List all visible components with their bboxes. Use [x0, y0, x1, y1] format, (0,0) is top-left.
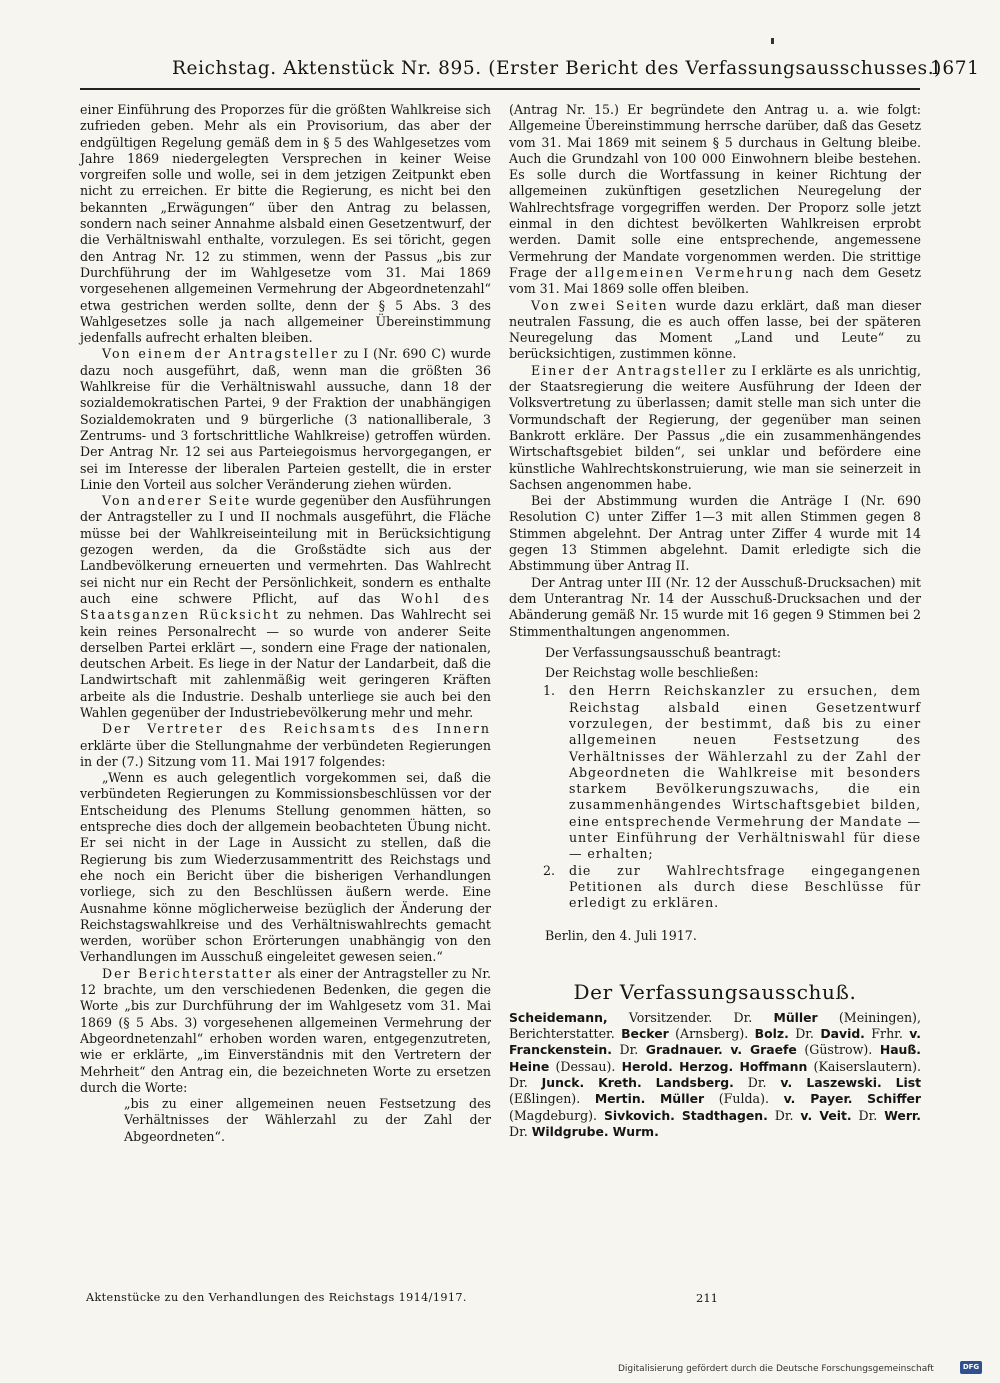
member-name: Kreth. [598, 1075, 642, 1091]
footer-left: Aktenstücke zu den Verhandlungen des Reichstags 1914/1917. [86, 1291, 467, 1304]
member-name: Hoffmann [739, 1058, 808, 1074]
member-name: Müller [773, 1009, 818, 1025]
paragraph-text: erklärte über die Stellungnahme der verbündeten Regierungen in der (7.) Sitzung vom 11. Mai 1917 folgendes: [80, 737, 491, 769]
member-name: Gradnauer. [645, 1042, 723, 1058]
member-note: (Meiningen), Berichterstatter. [509, 1009, 921, 1042]
paragraph-reichsamt [80, 721, 491, 770]
spaced-text: Der Vertreter des Reichsamts des Innern [102, 721, 491, 737]
dfg-logo: DFG [960, 1361, 982, 1374]
motion-item [509, 683, 921, 862]
paragraph-text: (Antrag Nr. 15.) Er begründete den Antrag u. a. wie folgt: Allgemeine Übereinstimmung herrsche darüber, daß das Gesetz vom 31. Mai 1869 mit seinem § 5 durchaus in Geltung bleibe. Auch die Grundzahl von 100 000 Einwohnern bleibe bestehen. Es solle durch die Wortfassung in keiner Richtung der allgemeinen zukünftigen gesetzlichen Neuregelung der Wahlrechtsfrage vorgegriffen werden. Der Proporz solle jetzt einmal in den dichtest bevölkerten Wahlkreisen erprobt werden. Damit solle eine entsprechende, angemessene Vermehrung der Mandate vorgenommen werden. Die strittige Frage der [509, 102, 921, 280]
member-note: (Arnsberg). [668, 1026, 755, 1042]
member-note [882, 1075, 896, 1090]
page-header [80, 56, 980, 90]
member-name: Müller [659, 1091, 705, 1107]
member-name: Stadthagen. [681, 1107, 768, 1123]
spaced-text: Einer der Antragsteller [531, 362, 728, 378]
member-name: Junck. [541, 1075, 585, 1091]
member-name: Werr. [884, 1107, 921, 1123]
member-name: v. Laszewski. [780, 1075, 882, 1091]
member-note [853, 1091, 868, 1106]
member-note: Dr. [767, 1107, 801, 1123]
paragraph-einer-antragsteller [509, 363, 921, 493]
member-name: v. Franckenstein. [509, 1026, 922, 1058]
motion-text: die zur Wahlrechtsfrage eingegangenen Petitionen als durch diese Beschlüsse für erledigt zu erklären. [569, 862, 921, 911]
member-note: Dr. [788, 1026, 821, 1042]
paragraph-andere-seite [80, 493, 491, 721]
member-note: (Magdeburg). [509, 1107, 604, 1123]
member-note [675, 1108, 682, 1123]
member-note [642, 1075, 656, 1090]
member-note: (Dessau). [549, 1058, 622, 1074]
spaced-text: Wohl des Staatsganzen Rücksicht [80, 590, 492, 623]
paragraph-zwei-seiten [509, 298, 921, 363]
member-note: (Kaiserslautern). Dr. [509, 1058, 921, 1091]
member-name: Herzog. [679, 1058, 734, 1074]
member-name: List [895, 1075, 922, 1091]
member-name: Mertin. [594, 1091, 646, 1107]
member-name: Wurm. [612, 1123, 659, 1139]
member-note: Dr. [733, 1075, 781, 1091]
motion-number: 2. [543, 862, 556, 878]
motion-resolve: Der Reichstag wolle beschließen: [545, 665, 759, 681]
paragraph-abstimmung: Bei der Abstimmung wurden die Anträge I (Nr. 690 Resolution C) unter Ziffer 1—3 mit allen Stimmen gegen 8 Stimmen abgelehnt. Der Antrag unter Ziffer 4 wurde mit 14 gegen 13 Stimmen abgelehnt. Damit erledigte sich die Abstimmung über Antrag II. [509, 493, 921, 574]
spaced-text: Von anderer Seite [102, 493, 252, 509]
member-name: Bolz. [754, 1026, 789, 1042]
member-name: Schiffer [867, 1091, 921, 1107]
paragraph-text: wurde gegenüber den Ausführungen der Antragsteller zu I und II nochmals ausgeführt, die Fläche müsse bei der Wahlkreiseinteilung mit in Berücksichtigung gezogen werden, da die Großstädte sich aus der Landbevölkerung erneuerten und vermehrten. Das Wahlrecht sei nicht nur ein Recht der Persönlichkeit, sondern es enthalte auch eine schwere Pflicht, auf das [80, 493, 491, 606]
motion-number: 1. [543, 683, 556, 699]
member-name: Sivkovich. [604, 1107, 675, 1123]
member-name: Scheidemann, [509, 1009, 608, 1025]
member-note: (Eßlingen). [509, 1091, 595, 1107]
spaced-text: Von zwei Seiten [531, 297, 669, 313]
paragraph-antragsteller [80, 346, 491, 493]
running-title: Reichstag. Aktenstück Nr. 895. (Erster Bericht des Verfassungsausschusses.) [172, 58, 942, 79]
member-list [509, 1010, 921, 1140]
paragraph-continuation: einer Einführung des Proporzes für die größten Wahlkreise sich zufrieden geben. Mehr als ein Provisorium, das aber der endgültigen Regelung gemäß dem in § 5 des Wahlgesetzes vom Jahre 1869 niedergelegten Versprechen in keiner Weise vorgreifen solle und wolle, sei in dem jetzigen Zeitpunkt eben nicht zu erreichen. Er bitte die Regierung, es nicht bei den bekannten „Erwägungen“ über den Antrag zu belassen, sondern nach seiner Annahme alsbald einen Gesetzentwurf, der die Verhältniswahl enthalte, vorzulegen. Es sei töricht, gegen den Antrag Nr. 12 zu stimmen, wenn der Passus „bis zur Durchführung der im Wahlgesetze vom 31. Mai 1869 vorgesehenen allgemeinen Vermehrung der Abgeordnetenzahl“ etwa gestrichen werden sollte, denn der § 5 Abs. 3 des Wahlgesetzes solle ja nach allgemeiner Übereinstimmung jedenfalls aufrecht erhalten bleiben. [80, 102, 491, 346]
motion-text: den Herrn Reichskanzler zu ersuchen, dem Reichstag alsbald einen Gesetzentwurf vorzulegen, der bestimmt, daß bis zu einer allgemeinen neuen Festsetzung des Verhältnisses der Wählerzahl zu der Zahl der Abgeordneten die Wahlkreise mit besonders starkem Bevölkerungszuwachs, die ein zusammenhängendes Wirtschaftsgebiet bilden, eine entsprechende Vermehrung der Mandate — unter Einführung der Verhältniswahl für diese — erhalten; [569, 683, 921, 862]
paragraph-text: als einer der Antragsteller zu Nr. 12 brachte, um den verschiedenen Bedenken, die gegen die Worte „bis zur Durchführung der im Wahlgesetz vom 31. Mai 1869 (§ 5 Abs. 3) vorgesehenen allgemeinen Vermehrung der Abgeordnetenzahl“ erhoben worden waren, entgegenzutreten, wie er erklärte, „im Einverständnis mit den Vertretern der Mehrheit“ den Antrag ein, die bezeichneten Worte zu ersetzen durch die Worte: [80, 965, 491, 1095]
paragraph-text: zu nehmen. Das Wahlrecht sei kein reines Personalrecht — so wurde von anderer Seite derselben Partei erklärt —, sondern eine Frage der nationalen, deutschen Arbeit. Es liege in der Natur der Landarbeit, daß die Landwirtschaft mit zahlenmäßig weit geringeren Kräften arbeite als die Industrie. Deshalb unterliege sie auch bei den Wahlen gegenüber der Industriebevölkerung mehr und mehr. [80, 607, 492, 720]
member-name: Landsberg. [655, 1075, 734, 1091]
paragraph-quote-regierung: „Wenn es auch gelegentlich vorgekommen sei, daß die verbündeten Regierungen zu Kommissionsbeschlüssen vor der Entscheidung des Plenums Stellung genommen hätten, so entspreche dies doch der allgemein beobachteten Übung nicht. Er sei nicht in der Lage in Aussicht zu stellen, daß die Regierung bis zum Wiederzusammentritt des Reichstags und ehe noch ein Bericht über die bisherigen Verhandlungen vorliege, sich zu den Beschlüssen äußern werde. Eine Ausnahme könne möglicherweise bezüglich der Änderung der Reichstagswahlkreise und des Verhältniswahlrechts gemacht werden, worüber schon Erörterungen unabhängig von den Verhandlungen im Ausschuß eingeleitet gewesen seien.“ [80, 770, 491, 965]
spaced-text: allgemeinen Vermehrung [584, 264, 795, 280]
member-name: Becker [621, 1026, 669, 1042]
member-note: Dr. [509, 1123, 532, 1139]
member-name: David. [820, 1026, 865, 1042]
member-note: Vorsitzender. Dr. [607, 1009, 774, 1025]
member-note: (Güstrow). [796, 1042, 880, 1058]
paragraph-text: nach dem Gesetz vom 31. Mai 1869 solle offen bleiben. [509, 264, 921, 297]
member-paragraph [509, 1010, 921, 1140]
digitization-note: Digitalisierung gefördert durch die Deutsche Forschungsgemeinschaft [618, 1364, 934, 1374]
member-name: v. Payer. [783, 1091, 853, 1107]
member-name: Wildgrube. [531, 1123, 609, 1139]
paragraph-text: zu I (Nr. 690 C) wurde dazu noch ausgeführt, daß, wenn man die größten 36 Wahlkreise für die Verhältniswahl aussuche, dann 18 der sozialdemokratischen Partei, 9 der Fraktion der unabhängigen Sozialdemokraten und 9 bürgerliche (3 nationalliberale, 3 Zentrums- und 3 fortschrittliche Wahlkreise) getroffen würden. Der Antrag Nr. 12 sei aus Parteiegoismus hervorgegangen, er sei im Interesse der liberalen Parteien gestellt, die in erster Linie den Vorteil aus solcher Veränderung ziehen würden. [80, 346, 491, 492]
member-note [645, 1091, 660, 1106]
committee-title: Der Verfassungsausschuß. [573, 979, 857, 1004]
motion-intro: Der Verfassungsausschuß beantragt: [545, 644, 782, 660]
left-column [80, 102, 491, 1145]
motion-list [509, 683, 921, 911]
motion-item [509, 863, 921, 912]
member-note: Dr. [851, 1107, 885, 1123]
member-name: Herold. [621, 1058, 673, 1074]
spaced-text: Der Berichterstatter [102, 965, 274, 981]
page-number: 1671 [930, 58, 980, 79]
member-note: Frhr. [864, 1026, 910, 1042]
member-note [584, 1075, 598, 1090]
paragraph-antrag-15 [509, 102, 921, 298]
paragraph-berichterstatter [80, 966, 491, 1096]
paragraph-quote-worte: „bis zu einer allgemeinen neuen Festsetzung des Verhältnisses der Wählerzahl zu der Zahl der Abgeordneten“. [124, 1096, 491, 1144]
spaced-text: Von einem der Antragsteller [102, 346, 339, 362]
paragraph-text: wurde dazu erklärt, daß man dieser neutralen Fassung, die es auch offen lasse, bei der späteren Neuregelung das Moment „Land und Leute“ zu berücksichtigen, zustimmen könne. [509, 297, 921, 362]
paragraph-text: zu I erklärte es als unrichtig, der Staatsregierung die weitere Ausführung der Ideen der Volksvertretung zu überlassen; damit stelle man sich unter die Vormundschaft der Regierung, der gegenüber man seinen Bankrott erkläre. Der Passus „die ein zusammenhängendes Wirtschaftsgebiet bilden“, sei unklar und befördere eine künstliche Wahlrechtskonstruierung, wie man sie seinerzeit in Sachsen angenommen habe. [509, 362, 921, 492]
print-speck [771, 38, 774, 44]
date-line: Berlin, den 4. Juli 1917. [545, 927, 697, 943]
right-column [509, 102, 921, 1140]
member-name: Hauß. [879, 1042, 921, 1058]
member-name: Heine [509, 1058, 550, 1074]
member-note: Dr. [611, 1042, 646, 1058]
member-name: v. Veit. [800, 1107, 852, 1123]
page-signature: 211 [696, 1291, 718, 1305]
member-note: (Fulda). [704, 1091, 784, 1107]
paragraph-antrag-iii: Der Antrag unter III (Nr. 12 der Ausschuß-Drucksachen) mit dem Unterantrag Nr. 14 der Ausschuß-Drucksachen und der Abänderung gemäß Nr. 15 wurde mit 16 gegen 9 Stimmen bei 2 Stimmenthaltungen angenommen. [509, 574, 921, 639]
member-name: v. Graefe [730, 1042, 797, 1058]
